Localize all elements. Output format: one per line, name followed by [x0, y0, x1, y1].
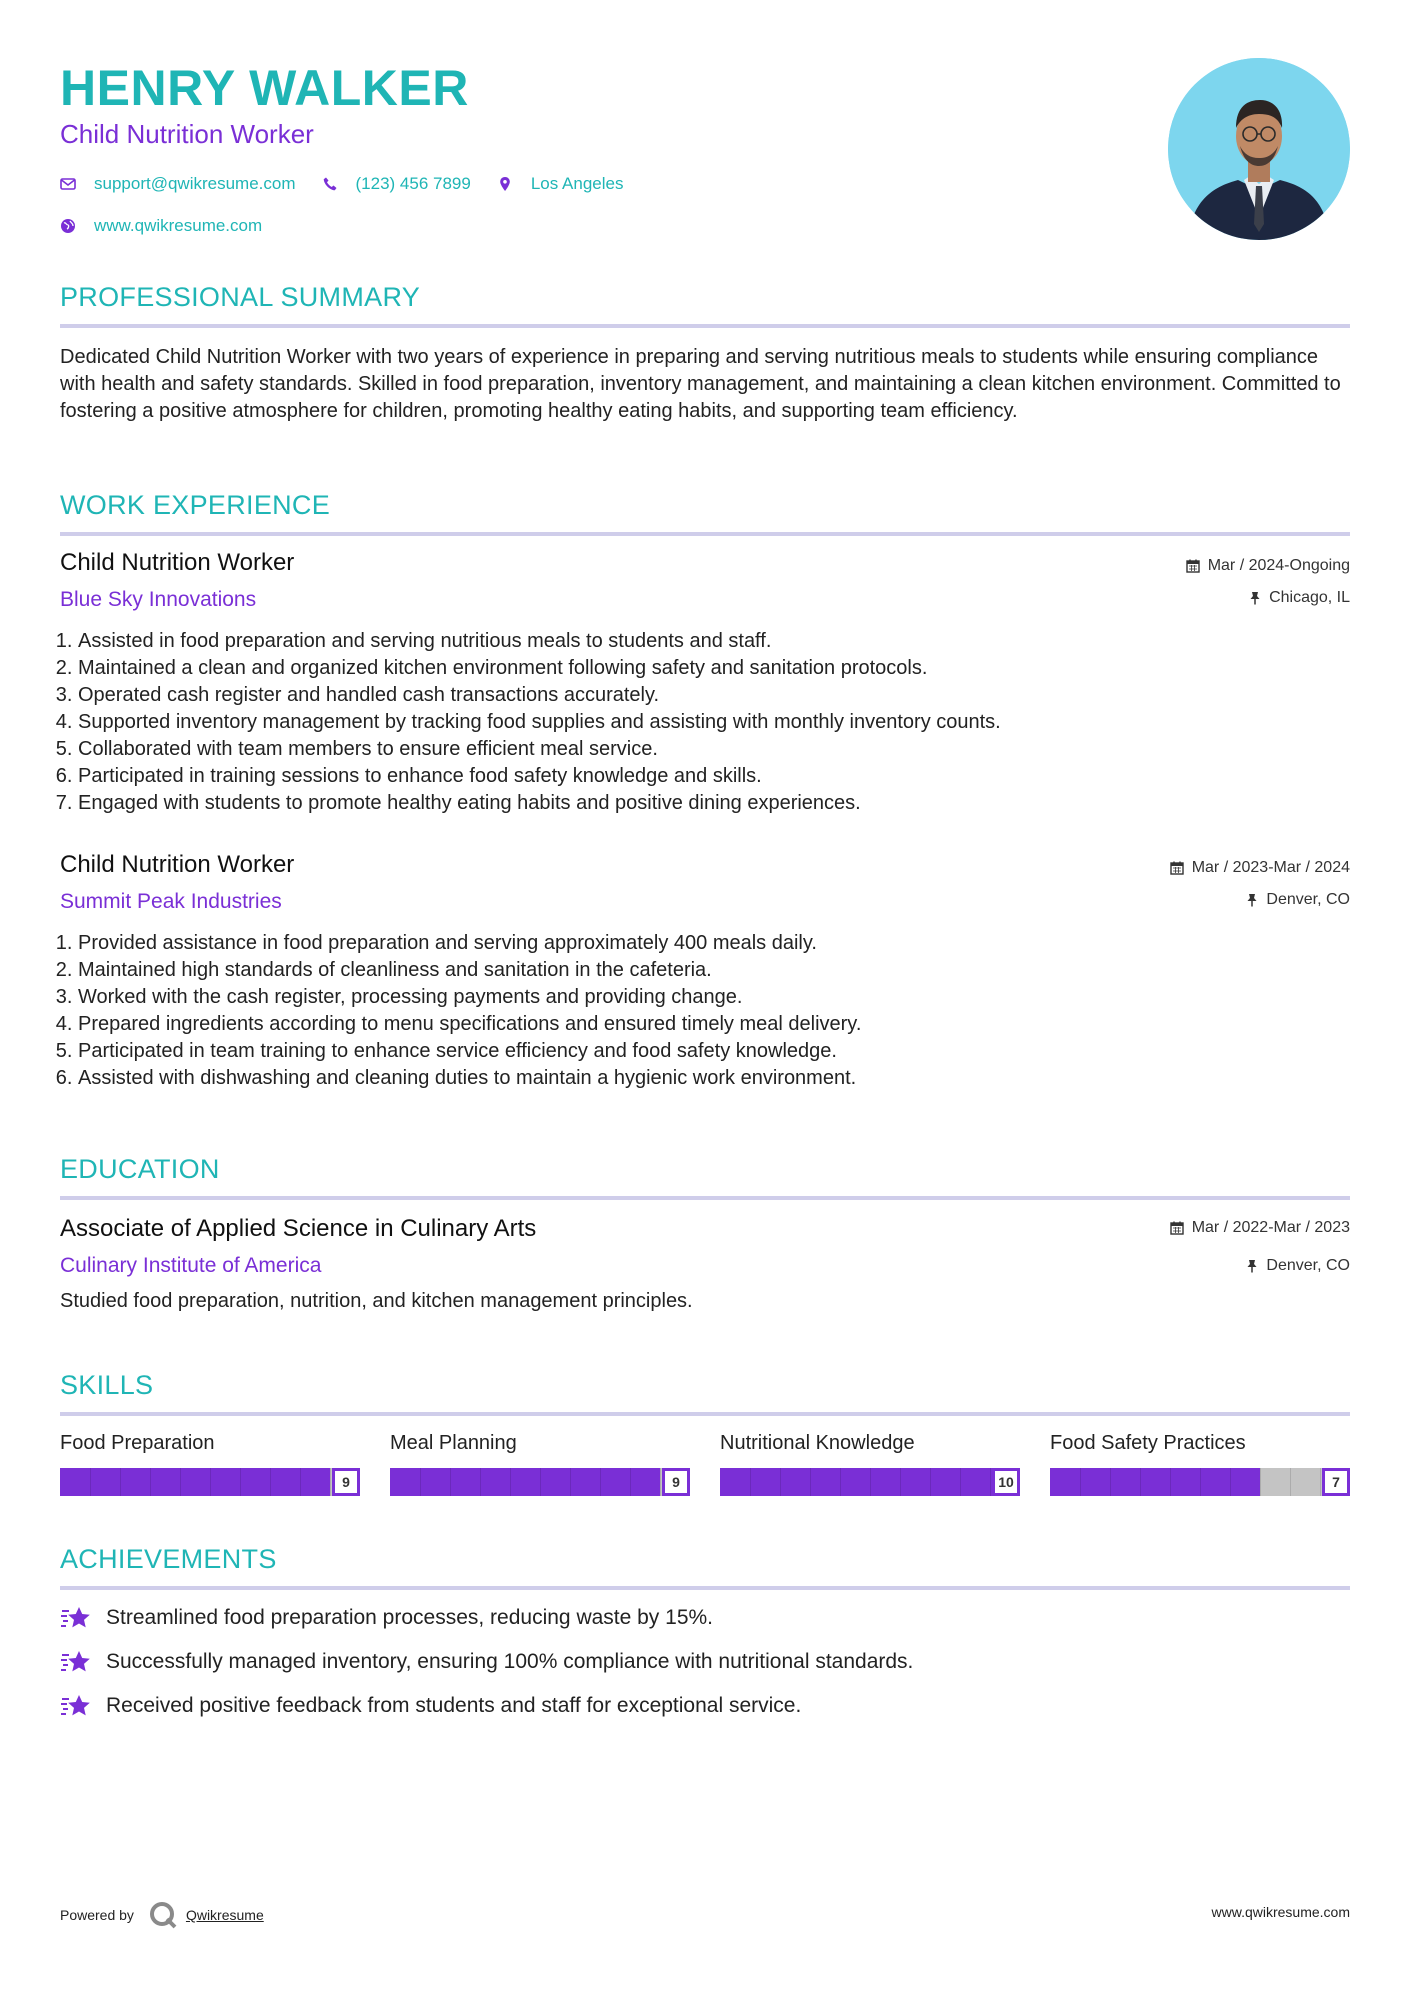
skill-bar-segment	[990, 1468, 991, 1496]
job-location: Denver, CO	[1246, 890, 1350, 910]
skill-bar-segment	[1170, 1468, 1171, 1496]
skill-bar-segment	[240, 1468, 241, 1496]
summary-text: Dedicated Child Nutrition Worker with two years of experience in preparing and serving nutritious meals to students while ensuring compliance with health and safety standards. Skilled in food preparation, inventory management, and maintaining a clean kitchen environment. Committed to fostering a positive atmosphere for children, promoting healthy eating habits, and supporting team efficiency.	[60, 346, 1341, 422]
achievement-star-icon	[60, 1605, 92, 1631]
list-item: 1. Assisted in food preparation and serving nutritious meals to students and staff.	[78, 628, 1001, 655]
skill-item	[390, 1430, 690, 1496]
skill-bar-segment	[1200, 1468, 1201, 1496]
skill-bar-segment	[1230, 1468, 1231, 1496]
skill-bar-segment	[1080, 1468, 1081, 1496]
skill-bar-segment	[1290, 1468, 1291, 1496]
degree-title: Associate of Applied Science in Culinary Arts	[60, 1215, 537, 1242]
profile-photo	[1168, 58, 1350, 240]
skill-item	[60, 1430, 360, 1496]
job-date: Mar / 2023-Mar / 2024	[1170, 858, 1350, 878]
location-pin-icon	[497, 176, 513, 192]
skill-bar-segment	[930, 1468, 931, 1496]
list-item: 3. Operated cash register and handled cash transactions accurately.	[78, 682, 1001, 709]
list-item: 1. Provided assistance in food preparation and serving approximately 400 meals daily.	[78, 930, 861, 957]
skill-bar-segment	[510, 1468, 511, 1496]
achievement-item: Successfully managed inventory, ensuring 100% compliance with nutritional standards.	[60, 1648, 1350, 1676]
summary-heading: PROFESSIONAL SUMMARY	[60, 282, 421, 312]
skill-bar-segment	[90, 1468, 91, 1496]
skill-bar-segment	[570, 1468, 571, 1496]
list-item: 7. Engaged with students to promote healthy eating habits and positive dining experiences.	[78, 790, 1001, 817]
globe-icon	[60, 218, 76, 234]
school-name: Culinary Institute of America	[60, 1254, 322, 1277]
skill-level-number: 10	[992, 1468, 1020, 1496]
pushpin-icon	[1246, 893, 1258, 907]
experience-heading: WORK EXPERIENCE	[60, 490, 331, 520]
skill-level-fill	[1050, 1468, 1260, 1496]
job-date: Mar / 2024-Ongoing	[1186, 556, 1350, 576]
list-item: 6. Assisted with dishwashing and cleaning duties to maintain a hygienic work environment.	[78, 1065, 861, 1092]
job-bullets	[60, 628, 1001, 817]
skill-bar-segment	[180, 1468, 181, 1496]
contact-info	[60, 170, 960, 240]
skill-item	[720, 1430, 1020, 1496]
skill-bar-segment	[1140, 1468, 1141, 1496]
skill-bar-segment	[1260, 1468, 1261, 1496]
footer-website[interactable]: www.qwikresume.com	[1211, 1904, 1350, 1920]
list-item: 4. Supported inventory management by tracking food supplies and assisting with monthly inventory counts.	[78, 709, 1001, 736]
calendar-icon	[1170, 861, 1184, 875]
candidate-name: HENRY WALKER	[60, 60, 469, 116]
calendar-icon	[1170, 1221, 1184, 1235]
job-bullets	[60, 930, 861, 1092]
skill-bar-segment	[960, 1468, 961, 1496]
skill-bar-segment	[540, 1468, 541, 1496]
skill-level-fill	[390, 1468, 660, 1496]
section-divider	[60, 324, 1350, 328]
pushpin-icon	[1246, 1259, 1258, 1273]
location-text: Los Angeles	[530, 174, 624, 193]
education-date: Mar / 2022-Mar / 2023	[1170, 1218, 1350, 1238]
list-item: 4. Prepared ingredients according to menu specifications and ensured timely meal delivery.	[78, 1011, 861, 1038]
section-divider	[60, 1412, 1350, 1416]
skills-section	[60, 1368, 1350, 1416]
skill-name: Food Preparation	[60, 1432, 215, 1454]
skill-level-number: 9	[332, 1468, 360, 1496]
powered-by-label: Powered by	[60, 1907, 134, 1923]
email-link[interactable]: support@qwikresume.com	[94, 174, 296, 193]
skill-bar-segment	[270, 1468, 271, 1496]
skill-bar-segment	[780, 1468, 781, 1496]
skill-bar-segment	[630, 1468, 631, 1496]
skill-name: Meal Planning	[390, 1432, 517, 1454]
resume-page	[60, 0, 1350, 1990]
list-item: 2. Maintained a clean and organized kitchen environment following safety and sanitation protocols.	[78, 655, 1001, 682]
job-company: Summit Peak Industries	[60, 890, 282, 913]
skill-bar-segment	[210, 1468, 211, 1496]
list-item: 2. Maintained high standards of cleanliness and sanitation in the cafeteria.	[78, 957, 861, 984]
job-title: Child Nutrition Worker	[60, 851, 295, 878]
achievement-item: Received positive feedback from students and staff for exceptional service.	[60, 1692, 1350, 1720]
qwikresume-link[interactable]: Qwikresume	[185, 1907, 264, 1923]
achievements-heading: ACHIEVEMENTS	[60, 1544, 277, 1574]
skill-bar-segment	[840, 1468, 841, 1496]
skill-bar-segment	[600, 1468, 601, 1496]
skill-bar-segment	[450, 1468, 451, 1496]
job-location: Chicago, IL	[1249, 588, 1350, 608]
job-title: Child Nutrition Worker	[60, 549, 295, 576]
section-divider	[60, 532, 1350, 536]
skill-level-number: 7	[1322, 1468, 1350, 1496]
phone-number[interactable]: (123) 456 7899	[355, 174, 471, 193]
skill-item	[1050, 1430, 1350, 1496]
skill-level-bar	[390, 1468, 690, 1496]
website-link[interactable]: www.qwikresume.com	[94, 216, 263, 235]
summary-section	[60, 280, 1350, 425]
skill-bar-segment	[660, 1468, 661, 1496]
education-description: Studied food preparation, nutrition, and kitchen management principles.	[60, 1290, 693, 1312]
skill-level-number: 9	[662, 1468, 690, 1496]
list-item: 5. Collaborated with team members to ensure efficient meal service.	[78, 736, 1001, 763]
education-heading: EDUCATION	[60, 1154, 220, 1184]
skill-bar-segment	[810, 1468, 811, 1496]
skill-bar-segment	[420, 1468, 421, 1496]
skill-bar-segment	[750, 1468, 751, 1496]
skills-heading: SKILLS	[60, 1370, 154, 1400]
list-item: 6. Participated in training sessions to enhance food safety knowledge and skills.	[78, 763, 1001, 790]
qwikresume-logo-icon	[148, 1900, 178, 1930]
candidate-role: Child Nutrition Worker	[60, 119, 314, 149]
section-divider	[60, 1196, 1350, 1200]
achievements-section	[60, 1542, 1350, 1590]
achievement-item: Streamlined food preparation processes, reducing waste by 15%.	[60, 1604, 1350, 1632]
skill-bar-segment	[330, 1468, 331, 1496]
skill-bar-segment	[150, 1468, 151, 1496]
skill-level-fill	[60, 1468, 330, 1496]
envelope-icon	[60, 176, 76, 192]
skill-bar-segment	[300, 1468, 301, 1496]
skill-bar-segment	[120, 1468, 121, 1496]
pushpin-icon	[1249, 591, 1261, 605]
skill-level-bar	[720, 1468, 1020, 1496]
calendar-icon	[1186, 559, 1200, 573]
achievement-star-icon	[60, 1693, 92, 1719]
skill-level-bar	[1050, 1468, 1350, 1496]
job-company: Blue Sky Innovations	[60, 588, 257, 611]
skill-bar-segment	[1320, 1468, 1321, 1496]
skill-name: Nutritional Knowledge	[720, 1432, 915, 1454]
skill-bar-segment	[1110, 1468, 1111, 1496]
skills-grid	[60, 1430, 1350, 1496]
list-item: 5. Participated in team training to enhance service efficiency and food safety knowledge.	[78, 1038, 861, 1065]
skill-bar-segment	[870, 1468, 871, 1496]
section-divider	[60, 1586, 1350, 1590]
skill-level-bar	[60, 1468, 360, 1496]
skill-bar-segment	[480, 1468, 481, 1496]
experience-section	[60, 488, 1350, 536]
education-location: Denver, CO	[1246, 1256, 1350, 1276]
phone-icon	[322, 176, 338, 192]
education-section	[60, 1152, 1350, 1200]
footer-powered-by	[60, 1900, 264, 1930]
achievement-star-icon	[60, 1649, 92, 1675]
list-item: 3. Worked with the cash register, processing payments and providing change.	[78, 984, 861, 1011]
skill-name: Food Safety Practices	[1050, 1432, 1246, 1454]
skill-bar-segment	[900, 1468, 901, 1496]
